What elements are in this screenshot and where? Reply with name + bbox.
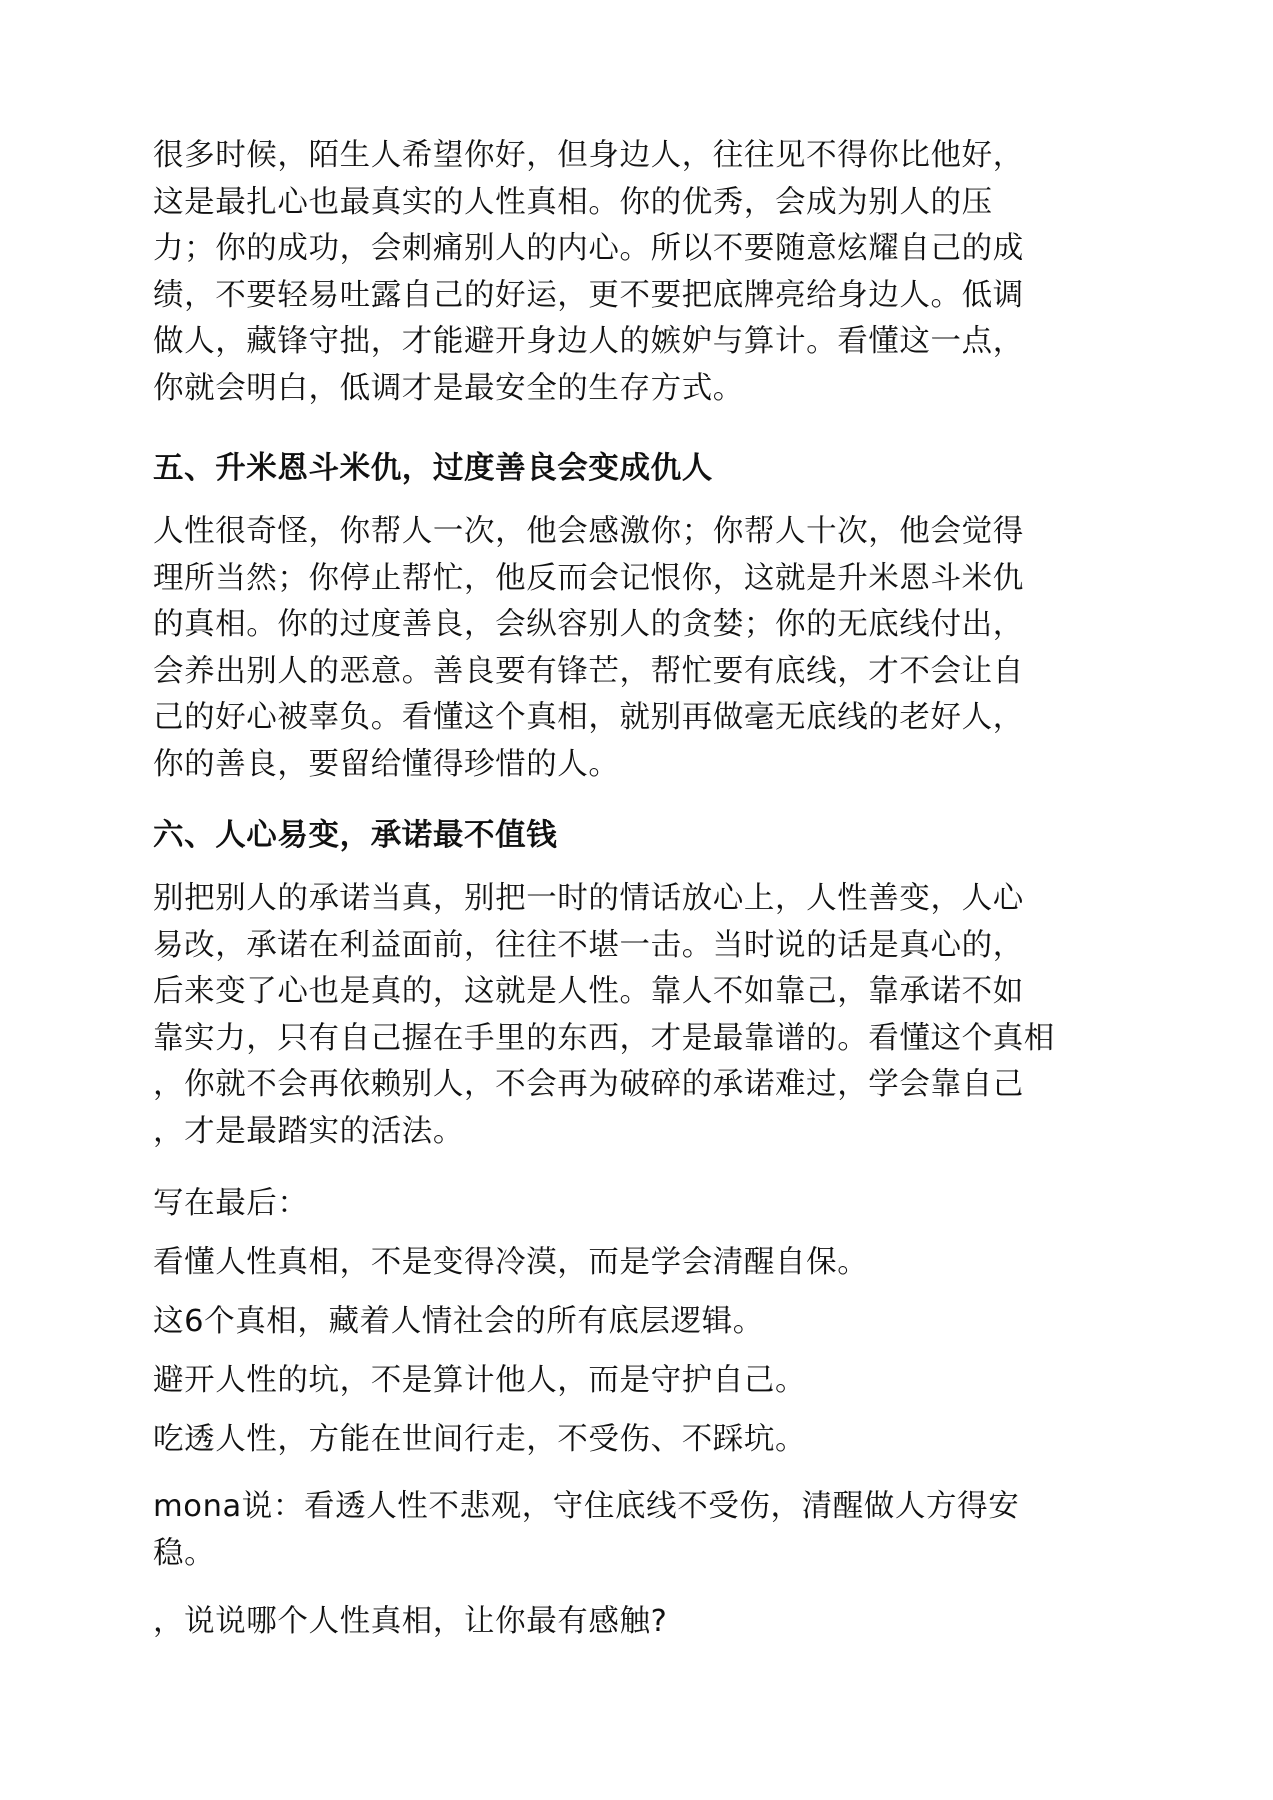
- closing-line-4: 吃透人性，方能在世间行走，不受伤、不踩坑。: [153, 1422, 807, 1457]
- paragraph-line: 你的善良，要留给懂得珍惜的人。: [153, 746, 620, 782]
- paragraph-line: 己的好心被辜负。看懂这个真相，就别再做毫无底线的老好人，: [153, 700, 1024, 736]
- closing-line-1: 看懂人性真相，不是变得冷漠，而是学会清醒自保。: [153, 1245, 869, 1280]
- paragraph-line: 易改，承诺在利益面前，往往不堪一击。当时说的话是真心的，: [153, 927, 1024, 963]
- paragraph-line: 会养出别人的恶意。善良要有锋芒，帮忙要有底线，才不会让自: [153, 653, 1024, 689]
- paragraph-line: 做人，藏锋守拙，才能避开身边人的嫉妒与算计。看懂这一点，: [153, 324, 1024, 360]
- paragraph-line: 稳。: [153, 1535, 216, 1571]
- section-6-paragraph: [153, 876, 1055, 1156]
- paragraph-line: 绩，不要轻易吐露自己的好运，更不要把底牌亮给身边人。低调: [153, 277, 1024, 313]
- mona-paragraph: [153, 1484, 1019, 1577]
- section-6-heading: 六、人心易变，承诺最不值钱: [153, 818, 558, 853]
- paragraph-line: 你就会明白，低调才是最安全的生存方式。: [153, 370, 744, 406]
- paragraph-line: 这是最扎心也最真实的人性真相。你的优秀，会成为别人的压: [153, 184, 993, 220]
- paragraph-line: 很多时候，陌生人希望你好，但身边人，往往见不得你比他好，: [153, 138, 1024, 173]
- closing-label: 写在最后：: [153, 1186, 309, 1221]
- paragraph-line: 力；你的成功，会刺痛别人的内心。所以不要随意炫耀自己的成: [153, 231, 1024, 267]
- paragraph-line: 别把别人的承诺当真，别把一时的情话放心上，人性善变，人心: [153, 881, 1024, 916]
- closing-line-2: 这6个真相，藏着人情社会的所有底层逻辑。: [153, 1304, 764, 1339]
- paragraph-line: 理所当然；你停止帮忙，他反而会记恨你，这就是升米恩斗米仇: [153, 560, 1024, 596]
- paragraph-line: mona说：看透人性不悲观，守住底线不受伤，清醒做人方得安: [153, 1489, 1020, 1524]
- paragraph-line: ，你就不会再依赖别人，不会再为破碎的承诺难过，学会靠自己: [153, 1067, 1024, 1103]
- paragraph-line: 靠实力，只有自己握在手里的东西，才是最靠谱的。看懂这个真相: [153, 1020, 1055, 1056]
- paragraph-line: 人性很奇怪，你帮人一次，他会感激你；你帮人十次，他会觉得: [153, 514, 1024, 549]
- paragraph-line: 后来变了心也是真的，这就是人性。靠人不如靠己，靠承诺不如: [153, 974, 1024, 1010]
- closing-line-3: 避开人性的坑，不是算计他人，而是守护自己。: [153, 1363, 807, 1398]
- section-5-heading: 五、升米恩斗米仇，过度善良会变成仇人: [153, 451, 713, 486]
- section-5-paragraph: [153, 509, 1024, 789]
- intro-paragraph: [153, 133, 1024, 413]
- paragraph-line: 的真相。你的过度善良，会纵容别人的贪婪；你的无底线付出，: [153, 607, 1024, 643]
- closing-question: ，说说哪个人性真相，让你最有感触?: [153, 1604, 668, 1639]
- paragraph-line: ，才是最踏实的活法。: [153, 1113, 464, 1149]
